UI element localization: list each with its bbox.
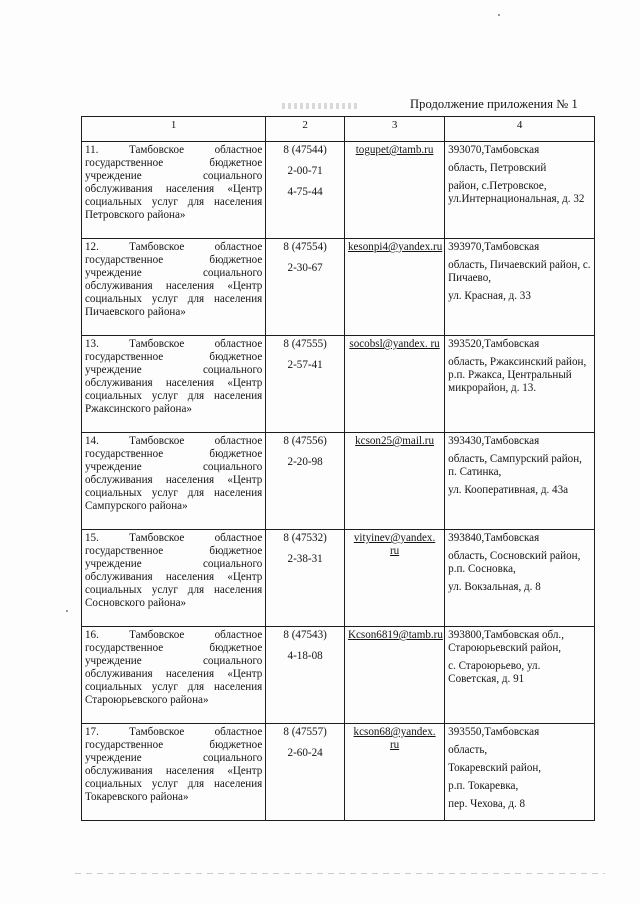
phone-number: 2-38-31	[287, 553, 323, 565]
email-link[interactable]: kesonpi4@yandex.ru	[347, 241, 443, 253]
email-link[interactable]: togupet@tamb.ru	[355, 144, 434, 156]
phone-number: 8 (47532)	[283, 532, 327, 544]
column-header: 4	[445, 117, 595, 142]
phone-number: 8 (47554)	[283, 241, 327, 253]
table-header-row	[82, 117, 595, 142]
phone-cell	[266, 724, 345, 821]
institution-name-cell: 16. Тамбовское областное государственное бюджетное учреждение социального обслуживания населения «Центр социальных услуг для населения Староюрьевского района»	[82, 627, 266, 724]
address-line: р.п. Токаревка,	[448, 780, 519, 792]
address-line: область, Сосновский район, р.п. Сосновка,	[448, 550, 581, 575]
email-cell	[344, 530, 444, 627]
phone-number: 2-20-98	[287, 456, 323, 468]
email-link[interactable]: socobsl@yandex. ru	[349, 338, 440, 350]
column-header: 3	[344, 117, 444, 142]
institutions-table	[81, 116, 595, 821]
address-line: область, Ржаксинский район, р.п. Ржакса, Центральный микрорайон, д. 13.	[448, 356, 587, 394]
email-cell	[344, 433, 444, 530]
address-cell	[445, 239, 595, 336]
email-link[interactable]: kcson25@mail.ru	[355, 435, 435, 447]
address-line: 393520,Тамбовская	[448, 338, 540, 350]
phone-cell	[266, 239, 345, 336]
email-link[interactable]: vityinev@yandex. ru	[353, 532, 436, 557]
email-cell	[344, 627, 444, 724]
address-cell	[445, 142, 595, 239]
scan-speck	[498, 14, 500, 16]
email-cell	[344, 336, 444, 433]
table-row	[82, 336, 595, 433]
address-line: 393800,Тамбовская обл., Староюрьевский район,	[448, 629, 564, 654]
email-cell	[344, 724, 444, 821]
institution-name-cell: 13. Тамбовское областное государственное бюджетное учреждение социального обслуживания населения «Центр социальных услуг для населения Ржаксинского района»	[82, 336, 266, 433]
phone-number: 4-18-08	[287, 650, 323, 662]
address-cell	[445, 336, 595, 433]
phone-cell	[266, 142, 345, 239]
address-line: 393970,Тамбовская	[448, 241, 540, 253]
address-line: с. Староюрьево, ул. Советская, д. 91	[448, 660, 541, 685]
phone-number: 8 (47543)	[283, 629, 327, 641]
phone-cell	[266, 336, 345, 433]
address-line: область,	[448, 744, 488, 756]
phone-number: 4-75-44	[287, 186, 323, 198]
phone-number: 2-57-41	[287, 359, 323, 371]
institution-name-cell: 14. Тамбовское областное государственное бюджетное учреждение социального обслуживания населения «Центр социальных услуг для населения Сампурского района»	[82, 433, 266, 530]
phone-number: 2-00-71	[287, 165, 323, 177]
address-line: район, с.Петровское, ул.Интернациональная, д. 32	[448, 180, 585, 205]
email-link[interactable]: kcson68@yandex. ru	[353, 726, 436, 751]
table-row	[82, 433, 595, 530]
column-header: 2	[266, 117, 345, 142]
institution-name-cell: 11. Тамбовское областное государственное бюджетное учреждение социального обслуживания населения «Центр социальных услуг для населения Петровского района»	[82, 142, 266, 239]
phone-cell	[266, 433, 345, 530]
address-line: ул. Вокзальная, д. 8	[448, 581, 541, 593]
address-line: область, Сампурский район, п. Сатинка,	[448, 453, 582, 478]
address-line: 393430,Тамбовская	[448, 435, 540, 447]
address-line: область, Пичаевский район, с. Пичаево,	[448, 259, 591, 284]
table-row	[82, 239, 595, 336]
table-row	[82, 724, 595, 821]
institution-name-cell: 15. Тамбовское областное государственное бюджетное учреждение социального обслуживания населения «Центр социальных услуг для населения Сосновского района»	[82, 530, 266, 627]
table-row	[82, 627, 595, 724]
address-cell	[445, 627, 595, 724]
phone-number: 8 (47557)	[283, 726, 327, 738]
appendix-continuation-header: Продолжение приложения № 1	[410, 97, 578, 111]
institution-name-cell: 17. Тамбовское областное государственное бюджетное учреждение социального обслуживания населения «Центр социальных услуг для населения Токаревского района»	[82, 724, 266, 821]
scan-speck	[66, 610, 68, 612]
scan-bottom-line	[75, 873, 605, 874]
address-line: 393550,Тамбовская	[448, 726, 540, 738]
column-header: 1	[82, 117, 266, 142]
address-cell	[445, 530, 595, 627]
address-cell	[445, 724, 595, 821]
phone-number: 2-30-67	[287, 262, 323, 274]
institution-name-cell: 12. Тамбовское областное государственное бюджетное учреждение социального обслуживания населения «Центр социальных услуг для населения Пичаевского района»	[82, 239, 266, 336]
phone-number: 2-60-24	[287, 747, 323, 759]
phone-number: 8 (47544)	[283, 144, 327, 156]
address-line: 393070,Тамбовская	[448, 144, 540, 156]
phone-cell	[266, 530, 345, 627]
address-line: 393840,Тамбовская	[448, 532, 540, 544]
address-cell	[445, 433, 595, 530]
table-row	[82, 530, 595, 627]
address-line: пер. Чехова, д. 8	[448, 798, 526, 810]
phone-number: 8 (47556)	[283, 435, 327, 447]
email-cell	[344, 239, 444, 336]
address-line: область, Петровский	[448, 162, 547, 174]
phone-cell	[266, 627, 345, 724]
email-cell	[344, 142, 444, 239]
email-link[interactable]: Kcson6819@tamb.ru	[347, 629, 443, 641]
phone-number: 8 (47555)	[283, 338, 327, 350]
address-line: Токаревский район,	[448, 762, 542, 774]
address-line: ул. Кооперативная, д. 43а	[448, 484, 569, 496]
scan-smudge	[282, 103, 360, 109]
table-row	[82, 142, 595, 239]
address-line: ул. Красная, д. 33	[448, 290, 531, 302]
